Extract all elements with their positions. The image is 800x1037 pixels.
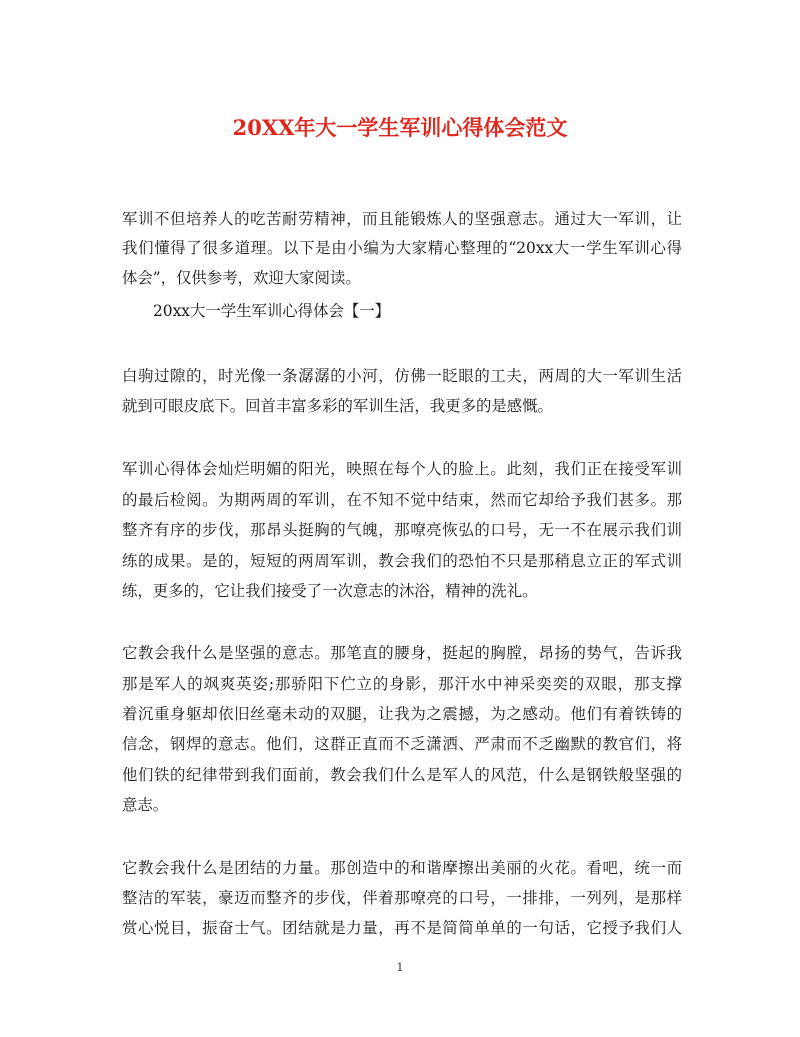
para2-line-5: 练，更多的，它让我们接受了一次意志的沐浴，精神的洗礼。 [122, 582, 538, 600]
para1-line-1: 白驹过隙的，时光像一条潺潺的小河，仿佛一眨眼的工夫，两周的大一军训生活 [122, 367, 682, 385]
para3-line-5: 他们铁的纪律带到我们面前，教会我们什么是军人的风范，什么是钢铁般坚强的 [122, 766, 682, 784]
section-heading: 20xx大一学生军训心得体会【一】 [153, 302, 391, 320]
para4-line-2: 整洁的军装，豪迈而整齐的步伐，伴着那嘹亮的口号，一排排，一列列，是那样 [122, 889, 682, 907]
intro-line-1: 军训不但培养人的吃苦耐劳精神，而且能锻炼人的坚强意志。通过大一军训，让 [122, 210, 682, 228]
para3-line-4: 信念，钢焊的意志。他们，这群正直而不乏潇洒、严肃而不乏幽默的教官们，将 [122, 735, 682, 753]
para2-line-3: 整齐有序的步伐，那昂头挺胸的气魄，那嘹亮恢弘的口号，无一不在展示我们训 [122, 521, 682, 539]
page-number: 1 [396, 961, 404, 974]
intro-line-3: 体会”，仅供参考，欢迎大家阅读。 [122, 269, 361, 287]
para3-line-1: 它教会我什么是坚强的意志。那笔直的腰身，挺起的胸膛，昂扬的势气，告诉我 [122, 644, 682, 662]
para3-line-6: 意志。 [122, 796, 169, 814]
para3-line-2: 那是军人的飒爽英姿;那骄阳下伫立的身影，那汗水中神采奕奕的双眼，那支撑 [122, 675, 682, 693]
para1-line-2: 就到可眼皮底下。回首丰富多彩的军训生活，我更多的是感慨。 [122, 397, 553, 415]
para2-line-1: 军训心得体会灿烂明媚的阳光，映照在每个人的脸上。此刻，我们正在接受军训 [122, 460, 682, 478]
para4-line-3: 赏心悦目，振奋士气。团结就是力量，再不是简简单单的一句话，它授予我们人 [122, 919, 682, 937]
document-title: 20XX年大一学生军训心得体会范文 [232, 115, 568, 140]
para2-line-4: 练的成果。是的，短短的两周军训，教会我们的恐怕不只是那稍息立正的军式训 [122, 552, 682, 570]
para4-line-1: 它教会我什么是团结的力量。那创造中的和谐摩擦出美丽的火花。看吧，统一而 [122, 859, 682, 877]
para2-line-2: 的最后检阅。为期两周的军训，在不知不觉中结束，然而它却给予我们甚多。那 [122, 491, 682, 509]
para3-line-3: 着沉重身躯却依旧丝毫未动的双腿，让我为之震撼，为之感动。他们有着铁铸的 [122, 705, 682, 723]
intro-line-2: 我们懂得了很多道理。以下是由小编为大家精心整理的“20xx大一学生军训心得 [122, 239, 682, 257]
